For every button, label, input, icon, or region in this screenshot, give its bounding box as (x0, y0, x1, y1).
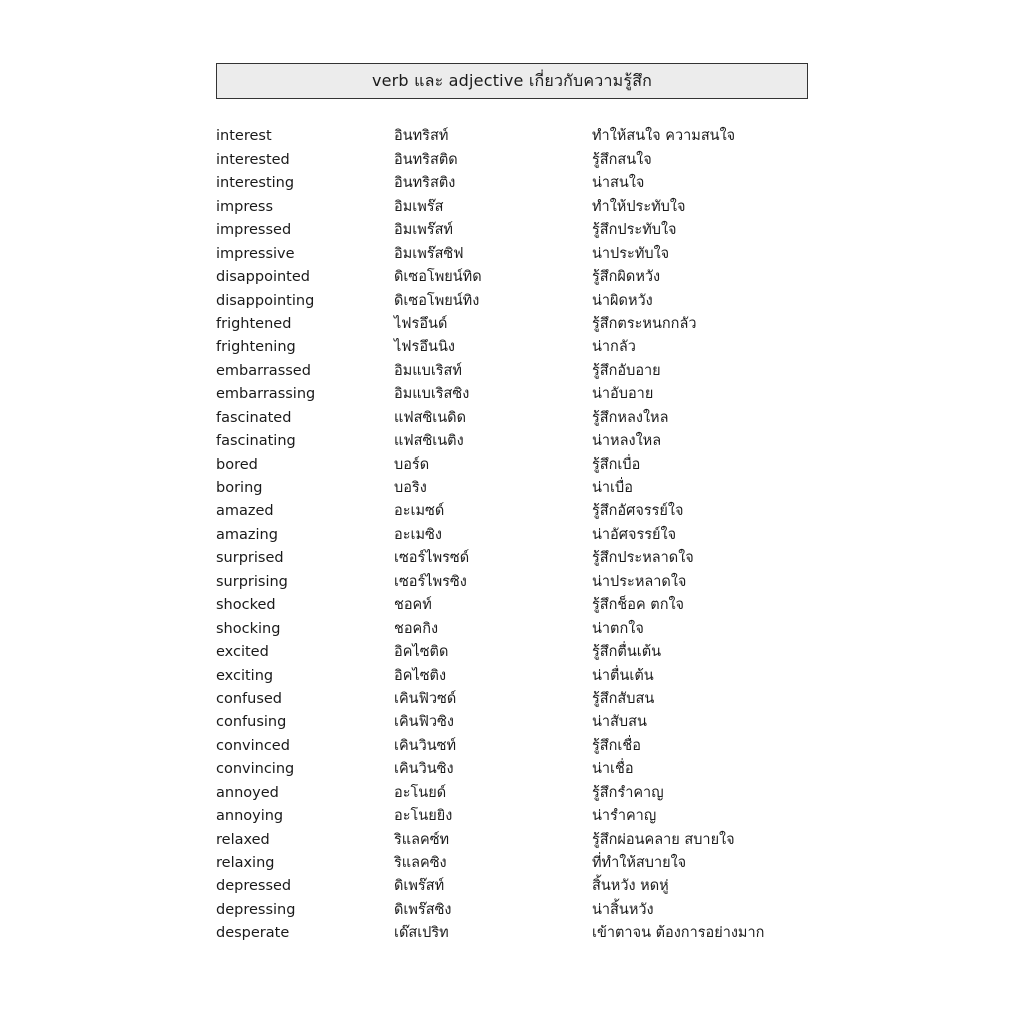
thai-pronunciation: เคินฟิวซิง (394, 714, 454, 731)
english-word: convinced (216, 737, 290, 754)
thai-meaning: น่ากลัว (592, 339, 636, 356)
english-word: confused (216, 690, 283, 707)
vocab-row (216, 219, 816, 242)
thai-pronunciation: อะเมซิง (394, 526, 442, 543)
english-word: desperate (216, 925, 290, 942)
thai-meaning: สิ้นหวัง หดหู่ (592, 878, 669, 895)
vocab-list (216, 125, 816, 945)
thai-pronunciation: อะเมซด์ (394, 503, 445, 520)
english-word: disappointed (216, 269, 310, 286)
vocab-row (216, 664, 816, 687)
vocab-row (216, 898, 816, 921)
thai-meaning: น่ารำคาญ (592, 808, 657, 825)
thai-meaning: รู้สึกสนใจ (592, 151, 652, 168)
vocab-row (216, 781, 816, 804)
thai-pronunciation: แฟสซิเนติง (394, 433, 464, 450)
english-word: fascinated (216, 409, 292, 426)
english-word: disappointing (216, 292, 315, 309)
vocab-row (216, 523, 816, 546)
thai-pronunciation: อิคไซติง (394, 667, 447, 684)
vocab-row (216, 734, 816, 757)
thai-meaning: น่าอัศจรรย์ใจ (592, 526, 677, 543)
title-box (216, 63, 808, 99)
thai-meaning: รู้สึกประหลาดใจ (592, 550, 694, 567)
english-word: fascinating (216, 433, 296, 450)
vocab-row (216, 289, 816, 312)
english-word: embarrassed (216, 362, 311, 379)
thai-meaning: รู้สึกผ่อนคลาย สบายใจ (592, 831, 735, 848)
thai-pronunciation: อะโนยด์ (394, 784, 447, 801)
vocab-row (216, 172, 816, 195)
thai-meaning: รู้สึกหลงใหล (592, 409, 669, 426)
thai-pronunciation: เด๊สเปริท (394, 925, 449, 942)
vocab-row (216, 852, 816, 875)
vocab-row (216, 195, 816, 218)
vocab-row (216, 383, 816, 406)
thai-pronunciation: ชอคท์ (394, 597, 432, 614)
english-word: impressive (216, 245, 295, 262)
english-word: interested (216, 151, 290, 168)
thai-meaning: น่าผิดหวัง (592, 292, 653, 309)
thai-pronunciation: อิมเพร๊สท์ (394, 222, 453, 239)
thai-pronunciation: เคินวินซท์ (394, 737, 457, 754)
thai-meaning: รู้สึกเบื่อ (592, 456, 641, 473)
english-word: depressing (216, 901, 296, 918)
vocab-row (216, 242, 816, 265)
english-word: frightening (216, 339, 296, 356)
vocab-row (216, 125, 816, 148)
vocab-row (216, 570, 816, 593)
english-word: exciting (216, 667, 274, 684)
english-word: bored (216, 456, 258, 473)
vocab-row (216, 711, 816, 734)
vocab-row (216, 313, 816, 336)
thai-pronunciation: อิมแบเริสท์ (394, 362, 462, 379)
english-word: boring (216, 480, 263, 497)
english-word: amazing (216, 526, 278, 543)
english-word: excited (216, 644, 269, 661)
thai-meaning: น่าประหลาดใจ (592, 573, 687, 590)
thai-meaning: เข้าตาจน ต้องการอย่างมาก (592, 925, 765, 942)
english-word: annoying (216, 808, 284, 825)
thai-pronunciation: เซอร์ไพรซด์ (394, 550, 470, 567)
thai-meaning: น่าสับสน (592, 714, 647, 731)
vocab-row (216, 453, 816, 476)
english-word: convincing (216, 761, 295, 778)
thai-pronunciation: ไฟรอึนด์ (394, 315, 448, 332)
vocab-row (216, 805, 816, 828)
english-word: shocked (216, 597, 276, 614)
vocab-row (216, 688, 816, 711)
english-word: shocking (216, 620, 281, 637)
vocab-row (216, 406, 816, 429)
thai-meaning: รู้สึกรำคาญ (592, 784, 664, 801)
vocab-row (216, 547, 816, 570)
english-word: confusing (216, 714, 287, 731)
thai-meaning: ที่ทำให้สบายใจ (592, 855, 687, 872)
thai-meaning: ทำให้สนใจ ความสนใจ (592, 128, 736, 145)
thai-meaning: รู้สึกอับอาย (592, 362, 661, 379)
vocab-row (216, 594, 816, 617)
vocab-row (216, 477, 816, 500)
vocab-row (216, 266, 816, 289)
thai-pronunciation: ไฟรอึนนิง (394, 339, 455, 356)
thai-meaning: น่าประทับใจ (592, 245, 670, 262)
page-title: verb และ adjective เกี่ยวกับความรู้สึก (371, 70, 653, 90)
thai-meaning: รู้สึกสับสน (592, 690, 655, 707)
thai-pronunciation: อิมเพร๊ส (394, 198, 444, 215)
vocab-row (216, 336, 816, 359)
english-word: surprised (216, 550, 284, 567)
thai-meaning: น่าสิ้นหวัง (592, 901, 654, 918)
vocab-row (216, 617, 816, 640)
english-word: relaxing (216, 855, 275, 872)
thai-pronunciation: ดิเพร๊สท์ (394, 878, 445, 895)
thai-pronunciation: ชอคกิง (394, 620, 439, 637)
english-word: impressed (216, 222, 292, 239)
thai-pronunciation: เคินวินซิง (394, 761, 454, 778)
thai-pronunciation: เซอร์ไพรซิง (394, 573, 467, 590)
vocab-row (216, 641, 816, 664)
thai-pronunciation: อินทริสติด (394, 151, 458, 168)
thai-pronunciation: บอร์ด (394, 456, 430, 473)
thai-pronunciation: อินทริสติง (394, 175, 456, 192)
thai-pronunciation: เคินฟิวซด์ (394, 690, 457, 707)
thai-meaning: น่าหลงใหล (592, 433, 662, 450)
thai-pronunciation: แฟสซิเนดิด (394, 409, 467, 426)
thai-meaning: ทำให้ประทับใจ (592, 198, 686, 215)
english-word: embarrassing (216, 386, 316, 403)
thai-pronunciation: อิมเพร๊สซิฟ (394, 245, 464, 262)
thai-meaning: น่าเชื่อ (592, 761, 634, 778)
vocab-row (216, 875, 816, 898)
vocab-row (216, 500, 816, 523)
thai-meaning: รู้สึกตระหนกกลัว (592, 315, 697, 332)
thai-meaning: น่าอับอาย (592, 386, 654, 403)
thai-meaning: รู้สึกประทับใจ (592, 222, 677, 239)
english-word: interest (216, 128, 272, 145)
thai-meaning: น่าเบื่อ (592, 480, 633, 497)
vocab-row (216, 430, 816, 453)
english-word: amazed (216, 503, 274, 520)
thai-pronunciation: บอริง (394, 480, 427, 497)
thai-meaning: รู้สึกผิดหวัง (592, 269, 661, 286)
vocab-row (216, 148, 816, 171)
thai-meaning: รู้สึกเชื่อ (592, 737, 641, 754)
vocab-row (216, 758, 816, 781)
thai-meaning: รู้สึกตื่นเต้น (592, 644, 662, 661)
thai-pronunciation: ดิเซอโพยน์ทิง (394, 292, 480, 309)
english-word: interesting (216, 175, 295, 192)
vocab-row (216, 922, 816, 945)
english-word: frightened (216, 315, 292, 332)
thai-pronunciation: ริแลคซิง (394, 855, 447, 872)
thai-pronunciation: อิคไซติด (394, 644, 449, 661)
thai-meaning: น่าสนใจ (592, 175, 645, 192)
thai-pronunciation: อิมแบเริสซิง (394, 386, 470, 403)
thai-pronunciation: ดิเพร๊สซิง (394, 901, 452, 918)
thai-meaning: รู้สึกช็อค ตกใจ (592, 597, 685, 614)
thai-pronunciation: อินทริสท์ (394, 128, 449, 145)
thai-pronunciation: ริแลคซ์ท (394, 831, 450, 848)
english-word: annoyed (216, 784, 279, 801)
thai-meaning: น่าตื่นเต้น (592, 667, 654, 684)
vocab-row (216, 828, 816, 851)
english-word: depressed (216, 878, 292, 895)
thai-pronunciation: ดิเซอโพยน์ทิด (394, 269, 482, 286)
thai-meaning: รู้สึกอัศจรรย์ใจ (592, 503, 684, 520)
english-word: relaxed (216, 831, 270, 848)
english-word: surprising (216, 573, 288, 590)
thai-pronunciation: อะโนยยิง (394, 808, 453, 825)
vocab-row (216, 359, 816, 382)
english-word: impress (216, 198, 274, 215)
thai-meaning: น่าตกใจ (592, 620, 644, 637)
